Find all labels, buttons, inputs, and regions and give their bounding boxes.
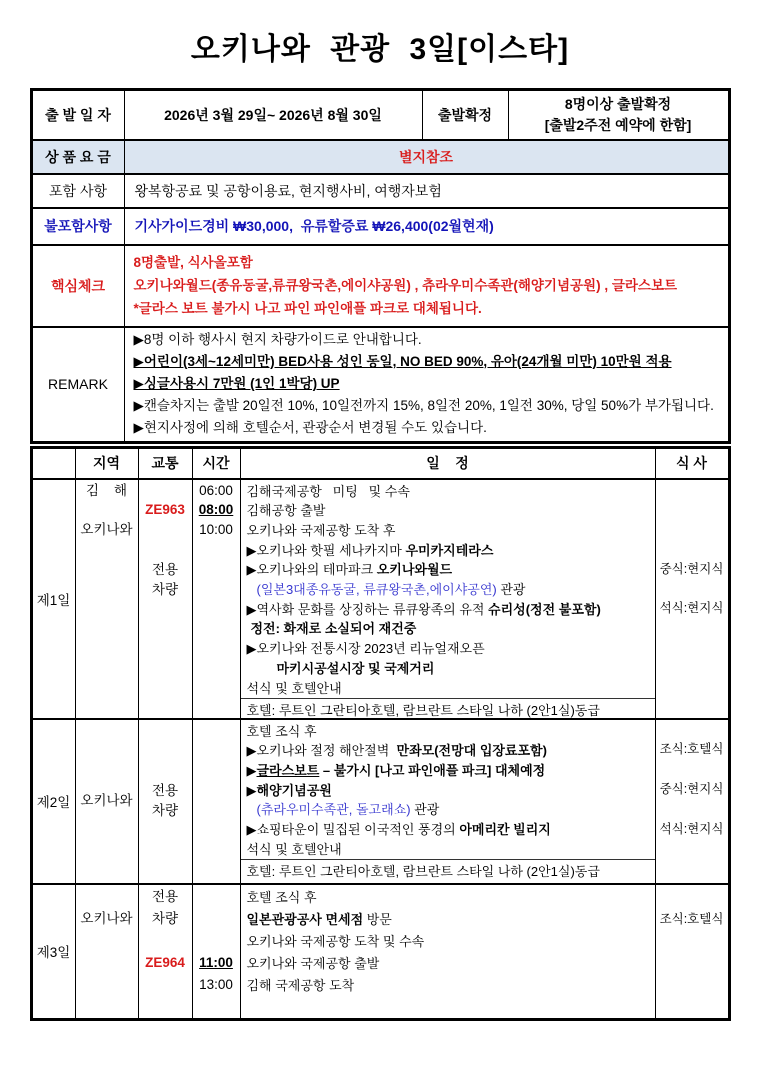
text-line <box>657 560 727 580</box>
text-line <box>134 297 727 320</box>
text-line <box>77 886 137 908</box>
text-line <box>247 953 651 975</box>
day3-schedule-lines <box>247 887 651 997</box>
text-line <box>77 500 137 520</box>
text-segment: ▶현지사정에 의해 호텔순서, 관광순서 변경될 수도 있습니다. <box>133 420 487 436</box>
day3-row <box>31 884 729 1020</box>
included-value: 왕복항공료 및 공항이용료, 현지행사비, 여행자보험 <box>124 174 729 208</box>
day1-meal <box>655 479 729 719</box>
text-segment: 06:00 <box>199 482 233 498</box>
text-line <box>194 952 239 974</box>
text-segment: 오키나와 국제공항 도착 및 수속 <box>246 933 425 949</box>
header-meal: 식 사 <box>655 447 729 479</box>
text-segment: – 불가시 [나고 파인애플 파크] 대체예정 <box>319 762 546 778</box>
text-line <box>247 975 651 997</box>
departure-confirm-label: 출발확정 <box>422 90 508 140</box>
day3-region <box>75 884 138 1020</box>
confirm-line-1: 8명이상 출발확정 <box>564 95 672 112</box>
text-segment: 중식:현지식 <box>659 561 724 576</box>
text-line <box>140 930 191 952</box>
text-line <box>247 800 651 820</box>
text-line <box>140 500 191 520</box>
text-line <box>140 801 191 821</box>
highlight-content <box>124 245 729 327</box>
text-line <box>77 791 137 811</box>
text-line <box>77 908 137 930</box>
text-line <box>134 329 727 351</box>
header-schedule: 일 정 <box>240 447 655 479</box>
text-segment: 김 해 <box>85 482 128 498</box>
text-line <box>140 520 191 540</box>
text-segment: ZE964 <box>145 954 185 970</box>
text-line <box>247 580 651 600</box>
text-line <box>140 560 191 580</box>
text-line <box>247 840 651 860</box>
text-line <box>247 781 651 801</box>
text-segment: 석식 및 호텔안내 <box>246 841 342 857</box>
text-line <box>140 481 191 501</box>
text-line <box>247 560 651 580</box>
text-line <box>140 908 191 930</box>
text-segment: 전용 <box>151 888 179 904</box>
text-line <box>657 740 727 760</box>
confirm-line-2: [출발2주전 예약에 한함] <box>544 116 692 133</box>
text-segment: (츄라우미수족관, 돌고래쇼) <box>256 802 411 818</box>
text-segment: 조식:호텔식 <box>659 911 724 926</box>
price-row <box>31 140 729 174</box>
day1-schedule-lines <box>247 482 651 699</box>
text-line <box>247 909 651 931</box>
text-line <box>140 781 191 801</box>
header-time: 시간 <box>192 447 240 479</box>
text-segment: ▶캔슬차지는 출발 20일전 10%, 10일전까지 15%, 8일전 20%, 1일전 30%, 당일 50%가 부가됩니다. <box>133 398 714 414</box>
text-line <box>247 722 651 742</box>
text-segment: ZE963 <box>145 502 185 518</box>
text-line <box>194 481 239 501</box>
text-line <box>247 619 651 639</box>
day1-region <box>75 479 138 719</box>
text-line <box>657 481 727 501</box>
text-segment: 관광 <box>496 582 526 598</box>
text-line <box>247 887 651 909</box>
day2-meal <box>655 719 729 884</box>
day2-transport <box>138 719 192 884</box>
day1-transport <box>138 479 192 719</box>
day1-hotel-info <box>241 698 655 718</box>
text-segment: 10:00 <box>199 522 233 538</box>
itinerary-table <box>30 446 731 1021</box>
text-line <box>247 521 651 541</box>
text-line <box>657 599 727 619</box>
text-line <box>77 481 137 501</box>
day1-label: 제1일 <box>31 479 75 719</box>
remark-label: REMARK <box>31 327 124 443</box>
text-segment: 슈리성(정전 불포함) <box>488 601 601 617</box>
text-line <box>194 930 239 952</box>
text-line <box>134 251 727 274</box>
text-segment: 김해국제공항 미팅 및 수속 <box>246 483 410 499</box>
included-label: 포함 사항 <box>31 174 124 208</box>
itinerary-header-row <box>31 447 729 479</box>
text-line <box>657 520 727 540</box>
text-line <box>657 908 727 930</box>
text-line <box>140 580 191 600</box>
text-segment: 글라스보트 <box>256 762 320 778</box>
page-title: 오키나와 관광 3일[이스타] <box>190 33 570 66</box>
text-segment: ▶오키나와의 테마파크 <box>246 562 377 578</box>
text-line <box>657 721 727 741</box>
remark-content <box>124 327 729 443</box>
text-line <box>657 760 727 780</box>
text-line <box>247 701 651 718</box>
text-line <box>247 679 651 699</box>
day2-label: 제2일 <box>31 719 75 884</box>
day2-row <box>31 719 729 884</box>
text-line <box>194 974 239 996</box>
text-segment: ▶오키나와 절정 해안절벽 <box>246 743 397 759</box>
text-line <box>247 741 651 761</box>
highlight-label: 핵심체크 <box>31 245 124 327</box>
text-line <box>247 600 651 620</box>
text-segment: 마키시공설시장 및 국제거리 <box>276 660 435 676</box>
text-segment: 오키나와월드 <box>376 562 453 578</box>
day1-row <box>31 479 729 719</box>
text-segment: 차량 <box>151 581 179 597</box>
text-segment: ▶쇼핑타운이 밀집된 이국적인 풍경의 <box>246 822 460 838</box>
departure-date-value: 2026년 3월 29일~ 2026년 8월 30일 <box>124 90 422 140</box>
price-label: 상 품 요 금 <box>31 140 124 174</box>
text-line <box>657 886 727 908</box>
text-line <box>247 659 651 679</box>
text-line <box>140 952 191 974</box>
text-segment: 전용 <box>151 783 179 799</box>
excluded-row <box>31 208 729 245</box>
included-row <box>31 174 729 208</box>
text-segment: 차량 <box>151 803 179 819</box>
text-line <box>657 580 727 600</box>
text-segment: ▶역사화 문화를 상징하는 류큐왕족의 유적 <box>246 601 489 617</box>
text-segment: 차량 <box>151 910 179 926</box>
text-segment: ▶ <box>246 762 257 778</box>
day3-schedule-cell <box>240 884 655 1020</box>
text-segment: ▶오키나와 핫필 세나카지마 <box>246 542 406 558</box>
text-segment: 전용 <box>151 561 179 577</box>
text-line <box>247 761 651 781</box>
text-line <box>134 274 727 297</box>
text-segment: 오키나와 <box>80 522 133 538</box>
departure-confirm-condition <box>508 90 729 140</box>
day3-schedule <box>241 885 655 1018</box>
text-segment: 석식:현지식 <box>659 821 724 836</box>
text-segment: 김해공항 출발 <box>246 503 326 519</box>
day2-hotel-info <box>241 859 655 883</box>
text-line <box>194 886 239 908</box>
text-segment: 11:00 <box>199 954 233 970</box>
text-line <box>657 820 727 840</box>
text-segment: 오키나와 <box>80 793 133 809</box>
text-segment: 호텔 조식 후 <box>246 723 317 739</box>
text-segment: ▶오키나와 전통시장 2023년 리뉴얼재오픈 <box>246 641 485 657</box>
text-segment: 방문 <box>363 911 392 927</box>
day1-schedule <box>241 480 655 718</box>
text-line <box>247 482 651 502</box>
text-line <box>247 862 651 882</box>
text-segment: 관광 <box>410 802 440 818</box>
day3-label: 제3일 <box>31 884 75 1020</box>
header-region: 지역 <box>75 447 138 479</box>
excluded-value: 기사가이드경비 ₩30,000, 유류할증료 ₩26,400(02월현재) <box>124 208 729 245</box>
header-day <box>31 447 75 479</box>
text-line <box>247 501 651 521</box>
info-table <box>30 88 731 444</box>
text-segment: 오키나와 국제공항 도착 후 <box>246 522 396 538</box>
text-line <box>140 540 191 560</box>
text-line <box>134 373 727 395</box>
departure-row <box>31 90 729 140</box>
text-segment: 김해 국제공항 도착 <box>246 977 355 993</box>
text-line <box>134 417 727 439</box>
text-segment: 일본관광공사 면세점 <box>246 911 364 927</box>
text-segment: 오키나와 국제공항 출발 <box>246 955 380 971</box>
text-segment: 우미카지테라스 <box>405 542 494 558</box>
highlight-row <box>31 245 729 327</box>
text-segment: *글라스 보트 불가시 나고 파인 파인애플 파크로 대체됩니다. <box>133 301 482 316</box>
text-line <box>247 931 651 953</box>
text-line <box>657 500 727 520</box>
text-line <box>657 540 727 560</box>
excluded-label: 불포함사항 <box>31 208 124 245</box>
text-segment: 오키나와월드(종유동굴,류큐왕국촌,에이샤공원) , 츄라우미수족관(해양기념공원) , 글라스보트 <box>133 278 678 293</box>
departure-date-label: 출 발 일 자 <box>31 90 124 140</box>
text-segment: 8명출발, 식사올포함 <box>133 255 253 270</box>
day1-schedule-cell <box>240 479 655 719</box>
text-segment: ▶8명 이하 행사시 현지 차량가이드로 안내합니다. <box>133 331 422 347</box>
text-segment: 아메리칸 빌리지 <box>459 822 551 838</box>
text-segment: 정전: 화재로 소실되어 재건중 <box>250 621 417 637</box>
text-segment: 조식:호텔식 <box>659 742 724 757</box>
text-line <box>194 908 239 930</box>
day1-time <box>192 479 240 719</box>
text-segment: 석식 및 호텔안내 <box>246 680 342 696</box>
day2-schedule <box>241 720 655 883</box>
text-segment: (일본3대종유동굴, 류큐왕국촌,에이샤공연) <box>256 582 497 598</box>
text-segment: 중식:현지식 <box>659 781 724 796</box>
text-segment: 오키나와 <box>80 910 133 926</box>
day2-schedule-lines <box>247 722 651 860</box>
day3-time <box>192 884 240 1020</box>
text-line <box>247 820 651 840</box>
text-line <box>194 520 239 540</box>
text-segment: 석식:현지식 <box>659 601 724 616</box>
text-line <box>134 395 727 417</box>
text-segment: ▶어린이(3세~12세미만) BED사용 성인 동일, NO BED 90%, 유아(24개월 미만) 10만원 적용 <box>133 353 672 369</box>
text-segment: ▶해양기념공원 <box>246 782 332 798</box>
text-segment: 08:00 <box>198 502 234 518</box>
remark-row <box>31 327 729 443</box>
text-segment: 호텔 조식 후 <box>246 889 317 905</box>
text-segment: 만좌모(전망대 입장료포함) <box>396 743 547 759</box>
header-transport: 교통 <box>138 447 192 479</box>
text-line <box>134 351 727 373</box>
text-line <box>657 800 727 820</box>
day2-schedule-cell <box>240 719 655 884</box>
day3-transport <box>138 884 192 1020</box>
text-segment: 호텔: 루트인 그란티아호텔, 람브란트 스타일 나하 (2안1실)동급 <box>246 703 600 719</box>
text-line <box>247 639 651 659</box>
text-line <box>657 780 727 800</box>
text-line <box>140 886 191 908</box>
day2-time <box>192 719 240 884</box>
price-value: 별지참조 <box>124 140 729 174</box>
text-segment: ▶싱글사용시 7만원 (1인 1박당) UP <box>133 375 340 391</box>
text-segment: 13:00 <box>199 976 233 992</box>
day2-region <box>75 719 138 884</box>
text-line <box>77 520 137 540</box>
day3-meal <box>655 884 729 1020</box>
text-line <box>194 500 239 520</box>
text-segment: 호텔: 루트인 그란티아호텔, 람브란트 스타일 나하 (2안1실)동급 <box>246 864 600 880</box>
text-line <box>247 541 651 561</box>
